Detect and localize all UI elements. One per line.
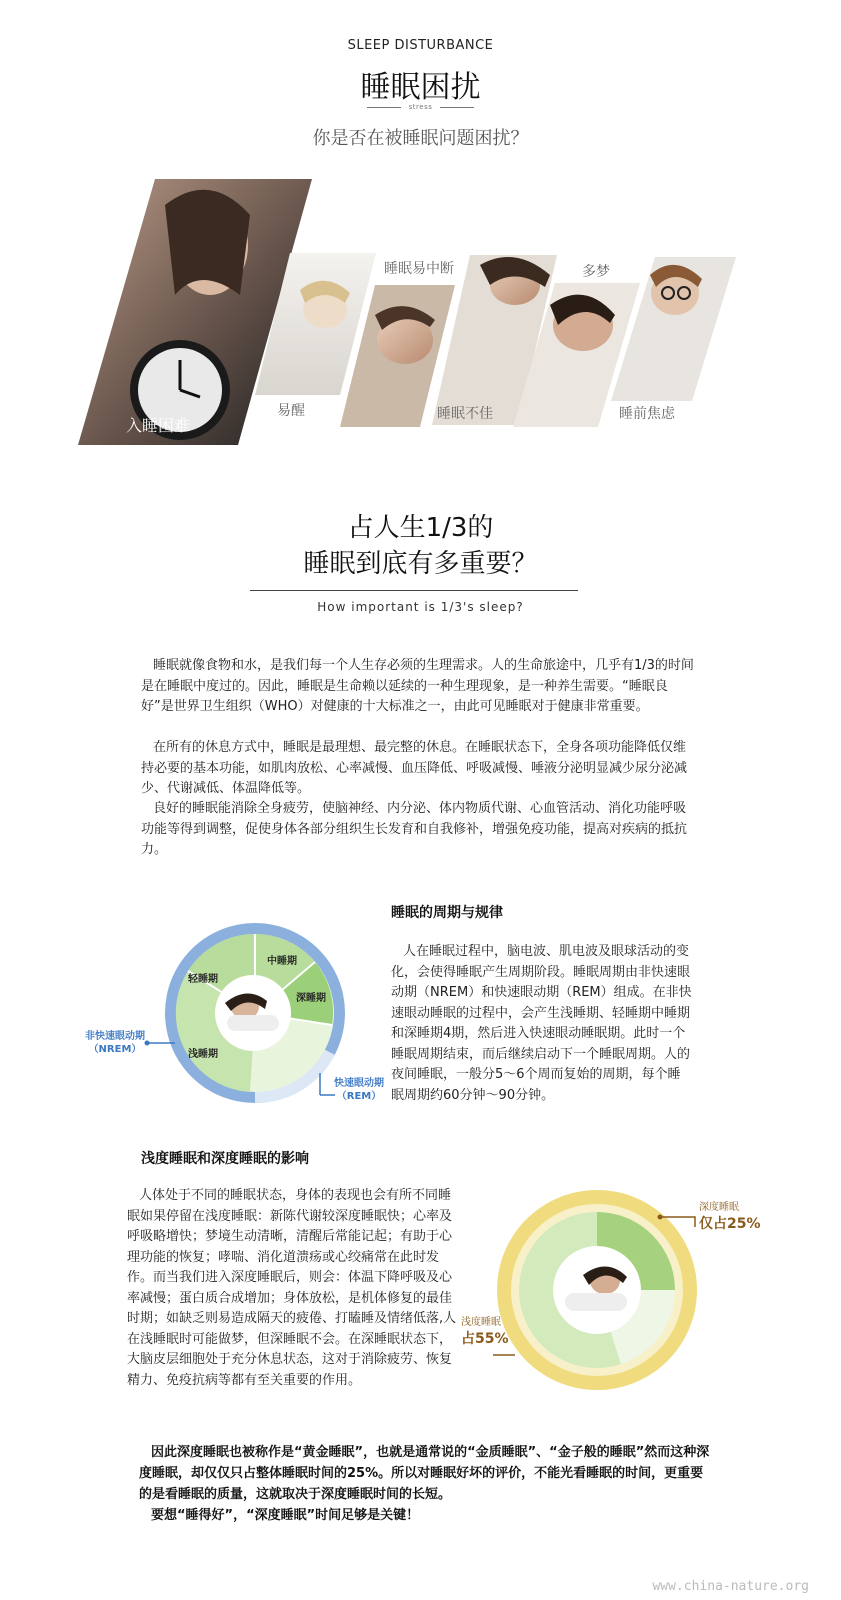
cycle-light-label: 轻睡期	[188, 974, 218, 985]
section-kicker: SLEEP DISTURBANCE	[347, 38, 494, 53]
importance-paragraph-1: 睡眠就像食物和水，是我们每一个人生存必须的生理需求。人的生命旅途中，几乎有1/3的时间是在睡眠中度过的。因此，睡眠是生命赖以延续的一种生理现象，是一种养生需要。“睡眠良好”是世界卫生组织（WHO）对健康的十大标准之一，由此可见睡眠对于健康非常重要。	[141, 658, 694, 714]
importance-title-line1: 占人生1/3的	[347, 513, 494, 543]
caption-interrupted: 睡眠易中断	[384, 261, 454, 277]
depth-shallow-annotation	[461, 1315, 509, 1347]
page-subtitle: 你是否在被睡眠问题困扰？	[312, 128, 529, 149]
importance-subtitle-en: How important is 1/3's sleep?	[317, 600, 524, 614]
importance-divider	[250, 590, 578, 591]
watermark: www.china-nature.org	[652, 1579, 809, 1594]
importance-title-line2: 睡眠到底有多重要？	[303, 549, 538, 580]
depth-title: 浅度睡眠和深度睡眠的影响	[141, 1151, 309, 1167]
depth-deep-annotation	[699, 1200, 761, 1232]
importance-paragraph-2: 在所有的休息方式中，睡眠是最理想、最完整的休息。在睡眠状态下，全身各项功能降低仅维持必要的基本功能，如肌肉放松、心率减慢、血压降低、呼吸减慢、唾液分泌明显减少尿分泌减少、代谢减低、体温降低等。	[141, 740, 688, 796]
importance-title	[0, 510, 841, 583]
cycle-rem-label-1: 快速眼动期	[334, 1078, 384, 1089]
cycle-rem-label	[329, 1077, 389, 1103]
stress-divider	[0, 103, 841, 111]
depth-shallow-value: 占55%	[461, 1331, 509, 1347]
depth-text: 人体处于不同的睡眠状态，身体的表现也会有所不同睡眠如果停留在浅度睡眠：新陈代谢较深度睡眠快；心率及呼吸略增快；梦境生动清晰，清醒后常能记起；有助于心理功能的恢复；哮喘、消化道溃疡或心绞痛常在此时发作。而当我们进入深度睡眠后，则会：体温下降呼吸及心率减慢；蛋白质合成增加；身体放松，是机体修复的最佳时期；如缺乏则易造成隔天的疲倦、打瞌睡及情绪低落,人在浅睡眠时可能做梦，但深睡眠不会。在深睡眠状态下，大脑皮层细胞处于充分休息状态，这对于消除疲劳、恢复精力、免疫抗病等都有至关重要的作用。	[127, 1188, 457, 1388]
cycle-text: 人在睡眠过程中，脑电波、肌电波及眼球活动的变化，会使得睡眠产生周期阶段。睡眠周期由非快速眼动期（NREM）和快速眼动期（REM）组成。在非快速眼动睡眠的过程中，会产生浅睡期、轻睡期中睡期和深睡期4期，然后进入快速眼动睡眠期。此时一个睡眠周期结束，而后继续启动下一个睡眠周期。人的夜间睡眠，一般分5～6个周而复始的周期，每个睡眠周期约60分钟～90分钟。	[391, 944, 692, 1103]
caption-difficulty: 入睡困难	[126, 416, 191, 435]
depth-shallow-label: 浅度睡眠	[461, 1317, 501, 1328]
cycle-nrem-label	[75, 1030, 155, 1056]
caption-dreams: 多梦	[582, 264, 610, 280]
depth-pie	[455, 1185, 795, 1415]
photo-strip	[0, 175, 841, 455]
depth-deep-value: 仅占25%	[699, 1216, 761, 1232]
cycle-deep-label: 深睡期	[296, 993, 326, 1004]
cycle-rem-label-2: （REM）	[336, 1091, 382, 1102]
caption-wake-easy: 易醒	[277, 403, 305, 419]
caption-poor-sleep: 睡眠不佳	[437, 406, 493, 422]
conclusion-paragraph: 因此深度睡眠也被称作是“黄金睡眠”，也就是通常说的“金质睡眠”、“金子般的睡眠”然而这种深度睡眠，却仅仅只占整体睡眠时间的25%。所以对睡眠好坏的评价，不能光看睡眠的时间，更重要的是看睡眠的质量，这就取决于深度睡眠时间的长短。	[139, 1445, 710, 1502]
page-title: 睡眠困扰	[360, 70, 481, 105]
caption-anxiety: 睡前焦虑	[619, 406, 675, 422]
divider-rule-right	[440, 107, 474, 108]
cycle-diagram	[75, 915, 384, 1115]
stress-label: stress	[408, 103, 433, 111]
cycle-nrem-label-2: （NREM）	[88, 1044, 142, 1055]
importance-paragraph-3: 良好的睡眠能消除全身疲劳，使脑神经、内分泌、体内物质代谢、心血管活动、消化功能呼吸功能等得到调整，促使身体各部分组织生长发育和自我修补，增强免疫功能，提高对疾病的抵抗力。	[141, 801, 688, 857]
cycle-shallow-label: 浅睡期	[188, 1049, 218, 1060]
depth-deep-label: 深度睡眠	[699, 1202, 739, 1213]
cycle-nrem-label-1: 非快速眼动期	[85, 1031, 145, 1042]
conclusion-key-line: 要想“睡得好”，“深度睡眠”时间足够是关键！	[151, 1508, 420, 1523]
cycle-title: 睡眠的周期与规律	[391, 905, 503, 921]
cycle-medium-label: 中睡期	[267, 956, 297, 967]
divider-rule-left	[367, 107, 401, 108]
